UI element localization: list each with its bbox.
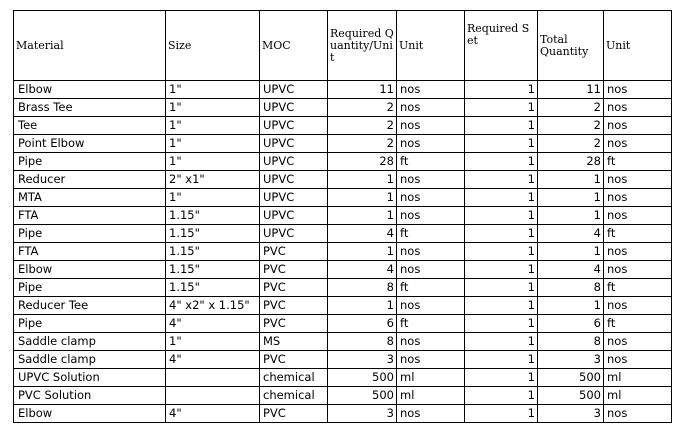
cell-moc: PVC (260, 297, 328, 315)
cell-material: Reducer (14, 171, 166, 189)
cell-material: MTA (14, 189, 166, 207)
cell-required-quantity: 8 (328, 333, 397, 351)
cell-total-quantity: 8 (538, 333, 604, 351)
cell-material: FTA (14, 207, 166, 225)
cell-unit: ft (397, 279, 465, 297)
cell-total-quantity: 2 (538, 135, 604, 153)
cell-total-unit: nos (604, 81, 672, 99)
cell-total-quantity: 1 (538, 207, 604, 225)
cell-required-quantity: 1 (328, 297, 397, 315)
cell-size: 1" (166, 153, 260, 171)
cell-required-set: 1 (465, 405, 538, 423)
header-unit-total: Unit (604, 11, 672, 81)
table-row (14, 153, 672, 171)
cell-required-quantity: 4 (328, 261, 397, 279)
table-row (14, 225, 672, 243)
header-required-set: Required Set (465, 11, 538, 81)
cell-unit: ml (397, 387, 465, 405)
cell-unit: nos (397, 117, 465, 135)
cell-unit: nos (397, 81, 465, 99)
cell-moc: PVC (260, 315, 328, 333)
header-size: Size (166, 11, 260, 81)
table-row (14, 387, 672, 405)
cell-moc: UPVC (260, 153, 328, 171)
cell-size (166, 387, 260, 405)
cell-moc: PVC (260, 279, 328, 297)
cell-moc: UPVC (260, 81, 328, 99)
table-row (14, 279, 672, 297)
table-row (14, 405, 672, 423)
header-moc: MOC (260, 11, 328, 81)
cell-size: 1.15" (166, 279, 260, 297)
cell-unit: ft (397, 153, 465, 171)
header-material: Material (14, 11, 166, 81)
cell-moc: UPVC (260, 117, 328, 135)
cell-unit: nos (397, 405, 465, 423)
table-row (14, 243, 672, 261)
cell-total-unit: ft (604, 153, 672, 171)
cell-unit: nos (397, 207, 465, 225)
cell-material: UPVC Solution (14, 369, 166, 387)
cell-required-quantity: 11 (328, 81, 397, 99)
table-row (14, 351, 672, 369)
cell-total-unit: ft (604, 315, 672, 333)
cell-unit: nos (397, 99, 465, 117)
cell-required-quantity: 2 (328, 135, 397, 153)
cell-required-set: 1 (465, 171, 538, 189)
cell-required-set: 1 (465, 297, 538, 315)
cell-unit: nos (397, 351, 465, 369)
cell-total-unit: ml (604, 369, 672, 387)
cell-total-unit: nos (604, 297, 672, 315)
cell-material: Pipe (14, 279, 166, 297)
table-row (14, 189, 672, 207)
cell-moc: PVC (260, 261, 328, 279)
cell-total-quantity: 3 (538, 351, 604, 369)
cell-total-quantity: 1 (538, 297, 604, 315)
cell-total-quantity: 3 (538, 405, 604, 423)
cell-total-unit: nos (604, 99, 672, 117)
header-row (14, 11, 672, 81)
cell-total-unit: nos (604, 189, 672, 207)
cell-material: Tee (14, 117, 166, 135)
cell-material: Saddle clamp (14, 351, 166, 369)
cell-required-quantity: 8 (328, 279, 397, 297)
cell-size: 4" (166, 351, 260, 369)
cell-total-quantity: 28 (538, 153, 604, 171)
cell-required-quantity: 28 (328, 153, 397, 171)
table-row (14, 135, 672, 153)
header-total-quantity: Total Quantity (538, 11, 604, 81)
cell-unit: nos (397, 261, 465, 279)
cell-total-unit: nos (604, 171, 672, 189)
table-row (14, 117, 672, 135)
cell-required-set: 1 (465, 279, 538, 297)
cell-material: Point Elbow (14, 135, 166, 153)
cell-required-set: 1 (465, 81, 538, 99)
cell-unit: nos (397, 189, 465, 207)
header-unit: Unit (397, 11, 465, 81)
cell-required-quantity: 1 (328, 189, 397, 207)
header-required-quantity-per-unit: Required Quantity/Unit (328, 11, 397, 81)
cell-moc: PVC (260, 243, 328, 261)
cell-required-quantity: 500 (328, 387, 397, 405)
cell-required-quantity: 1 (328, 171, 397, 189)
cell-unit: ft (397, 315, 465, 333)
cell-size: 1" (166, 189, 260, 207)
table-row (14, 81, 672, 99)
cell-unit: nos (397, 243, 465, 261)
cell-required-set: 1 (465, 315, 538, 333)
cell-size: 1.15" (166, 225, 260, 243)
table-row (14, 315, 672, 333)
cell-total-quantity: 1 (538, 189, 604, 207)
cell-total-unit: nos (604, 207, 672, 225)
cell-material: Pipe (14, 153, 166, 171)
cell-moc: PVC (260, 405, 328, 423)
cell-required-quantity: 2 (328, 117, 397, 135)
cell-total-unit: ml (604, 387, 672, 405)
cell-required-set: 1 (465, 207, 538, 225)
cell-total-quantity: 500 (538, 387, 604, 405)
cell-size: 1" (166, 99, 260, 117)
cell-total-unit: nos (604, 117, 672, 135)
table-row (14, 207, 672, 225)
cell-required-set: 1 (465, 153, 538, 171)
cell-size: 1.15" (166, 207, 260, 225)
cell-required-set: 1 (465, 369, 538, 387)
materials-table (13, 10, 672, 423)
cell-total-quantity: 2 (538, 117, 604, 135)
cell-material: Pipe (14, 315, 166, 333)
cell-unit: nos (397, 135, 465, 153)
table-row (14, 99, 672, 117)
cell-material: Elbow (14, 405, 166, 423)
cell-unit: nos (397, 333, 465, 351)
cell-required-set: 1 (465, 261, 538, 279)
cell-moc: chemical (260, 369, 328, 387)
cell-moc: UPVC (260, 171, 328, 189)
cell-required-quantity: 1 (328, 207, 397, 225)
cell-size: 1" (166, 333, 260, 351)
cell-total-quantity: 1 (538, 171, 604, 189)
cell-material: Elbow (14, 81, 166, 99)
cell-required-set: 1 (465, 99, 538, 117)
cell-required-set: 1 (465, 117, 538, 135)
cell-total-unit: ft (604, 225, 672, 243)
cell-required-quantity: 2 (328, 99, 397, 117)
cell-required-set: 1 (465, 351, 538, 369)
cell-total-unit: nos (604, 135, 672, 153)
cell-total-unit: nos (604, 351, 672, 369)
cell-size: 1" (166, 135, 260, 153)
cell-unit: ft (397, 225, 465, 243)
cell-total-unit: nos (604, 261, 672, 279)
cell-size (166, 369, 260, 387)
cell-moc: UPVC (260, 225, 328, 243)
cell-material: Brass Tee (14, 99, 166, 117)
cell-size: 1.15" (166, 243, 260, 261)
cell-moc: UPVC (260, 207, 328, 225)
cell-required-quantity: 1 (328, 243, 397, 261)
cell-total-quantity: 8 (538, 279, 604, 297)
table-row (14, 369, 672, 387)
cell-material: PVC Solution (14, 387, 166, 405)
cell-material: Saddle clamp (14, 333, 166, 351)
cell-unit: nos (397, 297, 465, 315)
cell-required-quantity: 3 (328, 405, 397, 423)
cell-size: 1.15" (166, 261, 260, 279)
cell-required-set: 1 (465, 387, 538, 405)
table-row (14, 333, 672, 351)
cell-total-quantity: 11 (538, 81, 604, 99)
cell-material: Reducer Tee (14, 297, 166, 315)
cell-moc: chemical (260, 387, 328, 405)
cell-size: 4" x2" x 1.15" (166, 297, 260, 315)
cell-required-set: 1 (465, 225, 538, 243)
cell-size: 4" (166, 405, 260, 423)
cell-unit: ml (397, 369, 465, 387)
cell-size: 1" (166, 81, 260, 99)
cell-total-quantity: 1 (538, 243, 604, 261)
cell-moc: PVC (260, 351, 328, 369)
cell-required-quantity: 6 (328, 315, 397, 333)
cell-total-quantity: 500 (538, 369, 604, 387)
cell-total-unit: nos (604, 243, 672, 261)
table-row (14, 261, 672, 279)
cell-required-quantity: 3 (328, 351, 397, 369)
cell-required-set: 1 (465, 333, 538, 351)
cell-unit: nos (397, 171, 465, 189)
cell-total-unit: nos (604, 333, 672, 351)
cell-required-set: 1 (465, 189, 538, 207)
cell-material: Elbow (14, 261, 166, 279)
cell-moc: UPVC (260, 189, 328, 207)
cell-size: 1" (166, 117, 260, 135)
cell-total-quantity: 4 (538, 261, 604, 279)
cell-size: 4" (166, 315, 260, 333)
cell-size: 2" x1" (166, 171, 260, 189)
cell-required-set: 1 (465, 243, 538, 261)
cell-moc: MS (260, 333, 328, 351)
cell-required-quantity: 4 (328, 225, 397, 243)
cell-moc: UPVC (260, 99, 328, 117)
cell-required-quantity: 500 (328, 369, 397, 387)
materials-table-container (13, 10, 672, 423)
cell-total-quantity: 6 (538, 315, 604, 333)
cell-total-unit: ft (604, 279, 672, 297)
cell-total-quantity: 2 (538, 99, 604, 117)
cell-material: FTA (14, 243, 166, 261)
table-row (14, 297, 672, 315)
cell-moc: UPVC (260, 135, 328, 153)
cell-material: Pipe (14, 225, 166, 243)
cell-total-unit: nos (604, 405, 672, 423)
cell-total-quantity: 4 (538, 225, 604, 243)
table-row (14, 171, 672, 189)
cell-required-set: 1 (465, 135, 538, 153)
table-body (14, 81, 672, 423)
